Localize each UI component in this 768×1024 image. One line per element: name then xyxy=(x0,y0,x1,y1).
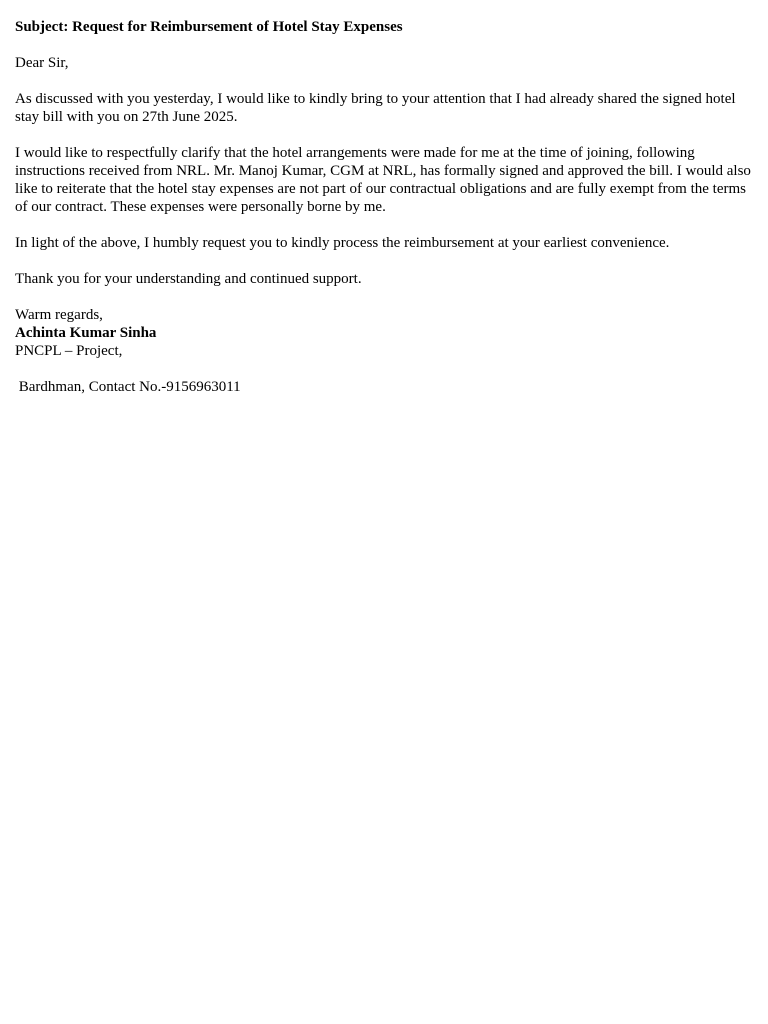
letter-subject: Subject: Request for Reimbursement of Hotel Stay Expenses xyxy=(15,19,403,35)
letter-paragraph-3: In light of the above, I humbly request you to kindly process the reimbursement at your earliest convenience. xyxy=(15,235,670,251)
letter-paragraph-1: As discussed with you yesterday, I would like to kindly bring to your attention that I had already shared the signed hotel stay bill with you on 27th June 2025. xyxy=(15,91,736,125)
sender-name: Achinta Kumar Sinha xyxy=(15,325,157,341)
letter-paragraph-4: Thank you for your understanding and continued support. xyxy=(15,271,362,287)
sender-organization: PNCPL – Project, xyxy=(15,343,123,359)
letter-paragraph-2: I would like to respectfully clarify that the hotel arrangements were made for me at the time of joining, following instructions received from NRL. Mr. Manoj Kumar, CGM at NRL, has formally signed and approved the bill. I would also like to reiterate that the hotel stay expenses are not part of our contractual obligations and are fully exempt from the terms of our contract. These expenses were personally borne by me. xyxy=(15,145,751,215)
letter-salutation: Dear Sir, xyxy=(15,55,69,71)
sender-contact: Bardhman, Contact No.-9156963011 xyxy=(15,379,241,395)
letter-closing: Warm regards, xyxy=(15,307,103,323)
